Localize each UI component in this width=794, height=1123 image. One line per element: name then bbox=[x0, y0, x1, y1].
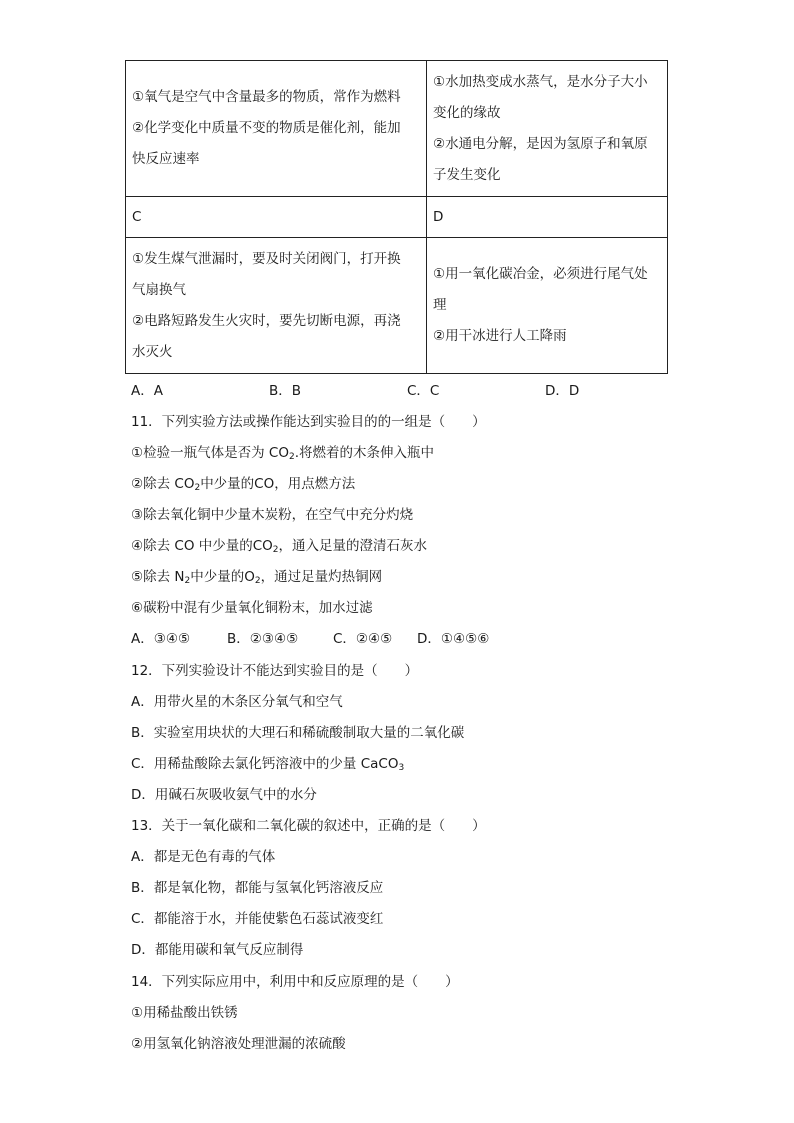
question-14 bbox=[131, 967, 711, 1060]
option-d: D．都能用碳和氧气反应制得 bbox=[131, 942, 304, 958]
cell-text: ①用一氧化碳冶金，必须进行尾气处 bbox=[433, 266, 648, 282]
question-stem: 11．下列实验方法或操作能达到实验目的的一组是（ ） bbox=[131, 414, 486, 430]
option-b: B．都是氧化物，都能与氢氧化钙溶液反应 bbox=[131, 880, 384, 896]
question-stem: 14．下列实际应用中，利用中和反应原理的是（ ） bbox=[131, 974, 459, 990]
table-row bbox=[126, 61, 668, 197]
table-cell bbox=[427, 61, 668, 197]
cell-text: 理 bbox=[433, 297, 447, 313]
cell-text: 气扇换气 bbox=[132, 281, 186, 298]
option-label-d: D bbox=[427, 197, 668, 238]
item-text: ，通过足量灼热铜网 bbox=[260, 569, 383, 585]
cell-text: 快反应速率 bbox=[132, 151, 200, 167]
item-text: ①检验一瓶气体是否为 CO bbox=[131, 445, 289, 461]
table-cell bbox=[126, 61, 427, 197]
q10-options bbox=[131, 376, 711, 407]
table-cell bbox=[427, 238, 668, 374]
answer-table bbox=[125, 60, 668, 374]
subscript: 2 bbox=[272, 545, 279, 555]
question-12 bbox=[131, 656, 711, 811]
option-b: B．B bbox=[269, 383, 302, 399]
item-text: 中少量的CO，用点燃方法 bbox=[200, 476, 356, 492]
cell-text: ②用干冰进行人工降雨 bbox=[433, 328, 567, 344]
cell-text: ①水加热变成水蒸气，是水分子大小 bbox=[433, 73, 648, 90]
option-c: C．C bbox=[407, 383, 440, 399]
table-row bbox=[126, 238, 668, 374]
subscript: 2 bbox=[254, 576, 261, 586]
subscript: 2 bbox=[288, 452, 295, 462]
option-a: A．A bbox=[131, 383, 163, 399]
option-label-c: C bbox=[126, 197, 427, 238]
question-11 bbox=[131, 407, 711, 655]
question-13 bbox=[131, 811, 711, 966]
subscript: 2 bbox=[194, 483, 201, 493]
option-a: A．都是无色有毒的气体 bbox=[131, 849, 276, 865]
item-text: ⑤除去 N bbox=[131, 569, 185, 585]
cell-text: 变化的缘故 bbox=[433, 104, 501, 121]
option-d: D．①④⑤⑥ bbox=[417, 631, 490, 647]
list-item: ⑥碳粉中混有少量氧化铜粉末，加水过滤 bbox=[131, 600, 373, 616]
subscript: 2 bbox=[184, 576, 191, 586]
option-a: A．③④⑤ bbox=[131, 631, 191, 647]
item-text: C．用稀盐酸除去氯化钙溶液中的少量 CaCO bbox=[131, 756, 399, 772]
item-text: ④除去 CO 中少量的CO bbox=[131, 538, 273, 554]
cell-text: ②水通电分解，是因为氢原子和氧原 bbox=[433, 135, 648, 152]
cell-text: 水灭火 bbox=[132, 343, 173, 360]
list-item bbox=[131, 562, 711, 593]
option-c: C．②④⑤ bbox=[333, 631, 393, 647]
cell-text: ②化学变化中质量不变的物质是催化剂，能加 bbox=[132, 120, 401, 136]
cell-text: 子发生变化 bbox=[433, 166, 501, 183]
option-c: C．都能溶于水，并能使紫色石蕊试液变红 bbox=[131, 911, 384, 927]
option-b: B．实验室用块状的大理石和稀硫酸制取大量的二氧化碳 bbox=[131, 725, 465, 741]
list-item bbox=[131, 438, 711, 469]
item-text: .将燃着的木条伸入瓶中 bbox=[294, 445, 434, 461]
item-text: 中少量的O bbox=[190, 569, 255, 585]
cell-text: ①发生煤气泄漏时，要及时关闭阀门，打开换 bbox=[132, 250, 401, 267]
item-text: ②除去 CO bbox=[131, 476, 195, 492]
cell-text: ②电路短路发生火灾时，要先切断电源，再浇 bbox=[132, 312, 401, 329]
list-item bbox=[131, 469, 711, 500]
list-item bbox=[131, 531, 711, 562]
cell-text: ①氧气是空气中含量最多的物质，常作为燃料 bbox=[132, 89, 401, 105]
list-item: ③除去氧化铜中少量木炭粉，在空气中充分灼烧 bbox=[131, 507, 414, 523]
q11-options bbox=[131, 624, 711, 655]
list-item: ②用氢氧化钠溶液处理泄漏的浓硫酸 bbox=[131, 1036, 346, 1052]
question-stem: 12．下列实验设计不能达到实验目的是（ ） bbox=[131, 663, 419, 679]
option-d: D．D bbox=[545, 383, 580, 399]
item-text: ，通入足量的澄清石灰水 bbox=[278, 538, 428, 554]
option-d: D．用碱石灰吸收氨气中的水分 bbox=[131, 787, 317, 803]
option-b: B．②③④⑤ bbox=[227, 631, 299, 647]
question-stem: 13．关于一氧化碳和二氧化碳的叙述中，正确的是（ ） bbox=[131, 818, 486, 834]
table-cell bbox=[126, 238, 427, 374]
table-row bbox=[126, 197, 668, 238]
subscript: 3 bbox=[398, 763, 405, 773]
option-a: A．用带火星的木条区分氧气和空气 bbox=[131, 694, 343, 710]
list-item: ①用稀盐酸出铁锈 bbox=[131, 1005, 238, 1021]
option-c bbox=[131, 749, 711, 780]
